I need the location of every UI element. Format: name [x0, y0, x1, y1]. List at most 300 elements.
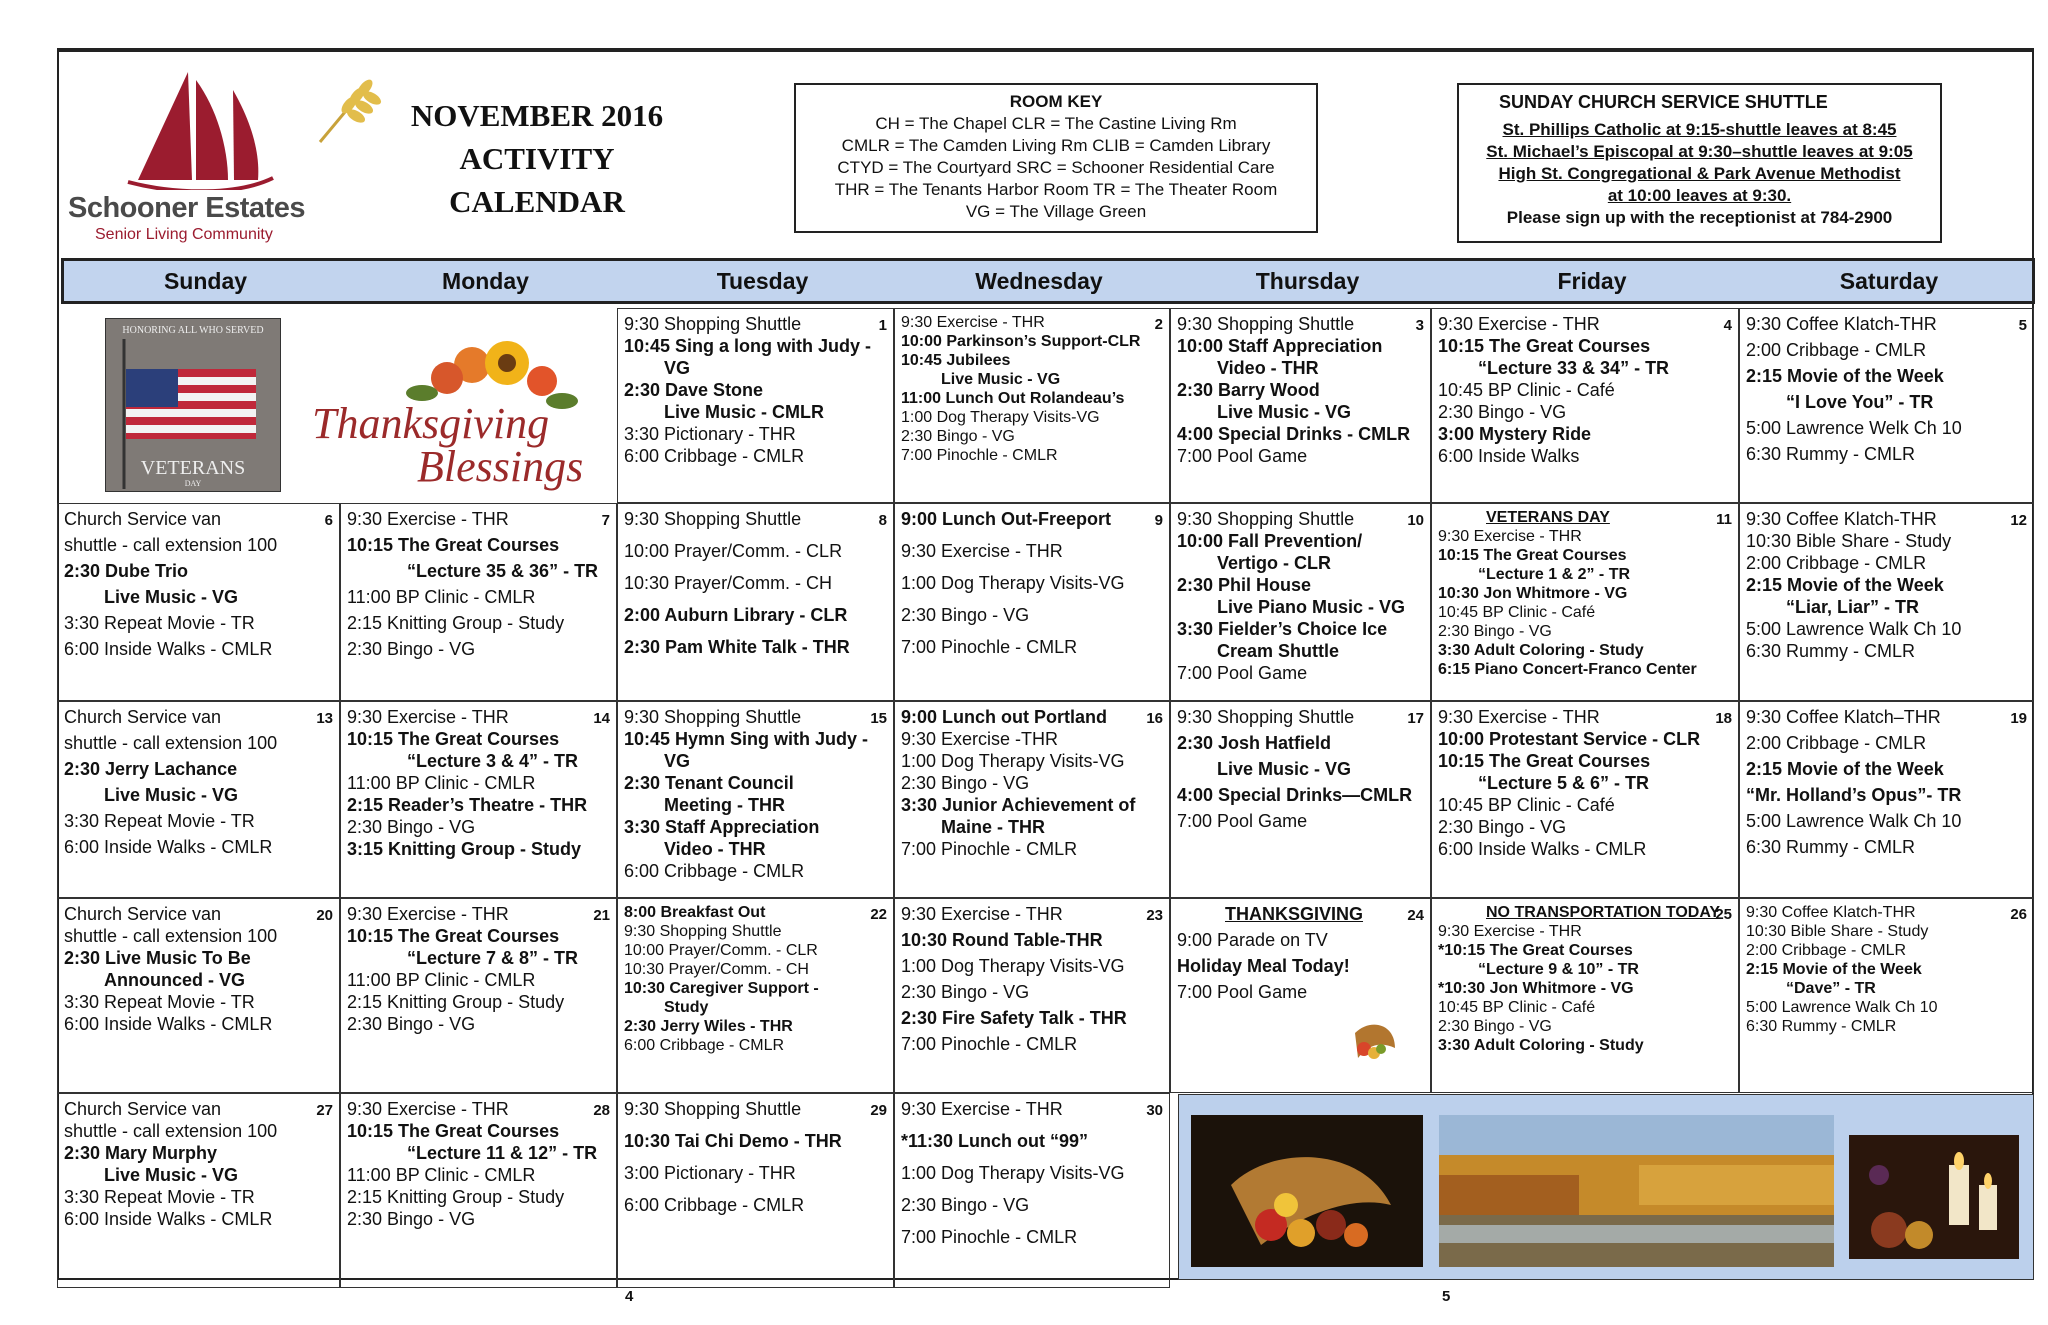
day-cell-17 [1170, 701, 1431, 898]
activity-line: 3:30 Adult Coloring - Study [1438, 642, 1644, 659]
activity-line: 10:15 The Great Courses [1438, 751, 1651, 771]
activity-line: 5:00 Lawrence Welk Ch 10 [1746, 418, 1962, 438]
autumn-lake-photo [1439, 1115, 1834, 1267]
day-number: 25 [1715, 906, 1732, 923]
weekday-header [61, 258, 2035, 304]
activity-line: 2:30 Bingo - VG [347, 639, 476, 659]
day-number: 24 [1407, 907, 1424, 924]
title-line: NOVEMBER 2016 [410, 98, 664, 133]
activity-line: 1:00 Dog Therapy Visits-VG [901, 573, 1125, 593]
activity-line: Live Piano Music - VG [1217, 597, 1406, 617]
activity-line: 9:30 Shopping Shuttle [624, 1099, 802, 1119]
activity-line: “Liar, Liar” - TR [1786, 597, 1920, 617]
activity-line: 2:30 Bingo - VG [1438, 817, 1567, 837]
activity-line: 2:15 Movie of the Week [1746, 759, 1944, 779]
activity-line: Live Music - VG [104, 587, 239, 607]
activity-line: 2:30 Bingo - VG [347, 1209, 476, 1229]
activity-line: 4:00 Special Drinks - CMLR [1177, 424, 1411, 444]
activity-line: shuttle - call extension 100 [64, 926, 278, 946]
activity-line: THANKSGIVING [1225, 904, 1364, 924]
activity-line: 2:30 Tenant Council [624, 773, 794, 793]
activity-line: 10:15 The Great Courses [1438, 336, 1651, 356]
activity-line: 10:45 BP Clinic - Café [1438, 380, 1615, 400]
activity-line: 10:15 The Great Courses [347, 729, 560, 749]
day-number: 18 [1715, 710, 1732, 727]
day-number: 4 [1723, 317, 1732, 334]
day-cell-15 [617, 701, 894, 898]
activity-line: 2:30 Bingo - VG [347, 817, 476, 837]
activity-line: 9:30 Exercise - THR [347, 509, 509, 529]
activity-line: 10:30 Caregiver Support - [624, 980, 819, 997]
calendar-title [392, 94, 682, 223]
activity-line: 9:30 Shopping Shuttle [624, 314, 802, 334]
activity-line: NO TRANSPORTATION TODAY [1486, 904, 1721, 921]
veterans-image-bottom-text: VETERANS [140, 457, 246, 479]
activity-line: 2:15 Knitting Group - Study [347, 613, 565, 633]
day-cell-13 [57, 701, 340, 898]
activity-line: 10:30 Round Table-THR [901, 930, 1103, 950]
activity-line: 6:30 Rummy - CMLR [1746, 837, 1916, 857]
activity-line: 2:30 Mary Murphy [64, 1143, 218, 1163]
day-number: 6 [324, 512, 333, 529]
activity-line: Meeting - THR [664, 795, 785, 815]
activity-line: 2:30 Bingo - VG [901, 1195, 1030, 1215]
room-key-line: CMLR = The Camden Living Rm CLIB = Camden Library [841, 136, 1271, 155]
activity-line: 2:15 Knitting Group - Study [347, 992, 565, 1012]
blessings-text: Blessings [417, 442, 584, 491]
day-cell-2 [894, 308, 1170, 503]
activity-line: 10:15 The Great Courses [347, 535, 560, 555]
day-cell-14 [340, 701, 617, 898]
day-cell-16 [894, 701, 1170, 898]
activity-line: 9:30 Exercise - THR [1438, 528, 1582, 545]
day-number: 15 [870, 710, 887, 727]
day-monday: Monday [442, 268, 529, 294]
day-number: 9 [1154, 512, 1163, 529]
activity-line: 6:00 Inside Walks - CMLR [64, 1209, 273, 1229]
day-cell-26 [1739, 898, 2034, 1093]
day-number: 8 [878, 512, 887, 529]
brand-tagline: Senior Living Community [95, 226, 273, 243]
activity-line: “Lecture 35 & 36” - TR [407, 561, 599, 581]
candles-feast-photo [1849, 1135, 2019, 1259]
activity-line: “Lecture 11 & 12” - TR [407, 1143, 598, 1163]
activity-line: Holiday Meal Today! [1177, 956, 1350, 976]
activity-line: 9:00 Lunch Out-Freeport [901, 509, 1112, 529]
activity-line: Announced - VG [104, 970, 245, 990]
activity-line: 3:30 Staff Appreciation [624, 817, 820, 837]
activity-line: 10:00 Prayer/Comm. - CLR [624, 541, 843, 561]
veterans-image-day-text: DAY [184, 479, 202, 488]
activity-line: 2:30 Bingo - VG [901, 982, 1030, 1002]
day-cell-25 [1431, 898, 1739, 1093]
activity-line: 2:15 Movie of the Week [1746, 575, 1944, 595]
activity-line: 6:15 Piano Concert-Franco Center [1438, 661, 1697, 678]
day-number: 3 [1415, 317, 1424, 334]
day-cell-27 [57, 1093, 340, 1288]
activity-line: 3:30 Pictionary - THR [624, 424, 796, 444]
day-cell-6 [57, 503, 340, 701]
activity-line: Video - THR [664, 839, 766, 859]
activity-line: 9:30 Shopping Shuttle [624, 707, 802, 727]
activity-line: “Lecture 1 & 2” - TR [1478, 566, 1631, 583]
activity-line: 3:30 Repeat Movie - TR [64, 1187, 255, 1207]
activity-line: 3:30 Repeat Movie - TR [64, 811, 255, 831]
activity-line: 11:00 BP Clinic - CMLR [347, 587, 536, 607]
activity-line: Video - THR [1217, 358, 1319, 378]
activity-line: 10:45 BP Clinic - Café [1438, 999, 1596, 1016]
activity-line: *11:30 Lunch out “99” [901, 1131, 1089, 1151]
activity-line: shuttle - call extension 100 [64, 733, 278, 753]
activity-line: 7:00 Pinochle - CMLR [901, 1227, 1078, 1247]
activity-line: 6:00 Cribbage - CMLR [624, 861, 805, 881]
day-cell-19 [1739, 701, 2034, 898]
activity-line: Church Service van [64, 509, 222, 529]
thanksgiving-blessings-image [302, 323, 622, 493]
activity-line: 9:00 Lunch out Portland [901, 707, 1108, 727]
church-shuttle-line: at 10:00 leaves at 9:30. [1607, 186, 1792, 205]
activity-line: 9:30 Shopping Shuttle [1177, 509, 1355, 529]
day-number: 17 [1407, 710, 1424, 727]
day-saturday: Saturday [1839, 268, 1939, 294]
activity-line: 10:45 Jubilees [901, 352, 1011, 369]
activity-line: 3:00 Mystery Ride [1438, 424, 1592, 444]
activity-line: 10:45 Sing a long with Judy - [624, 336, 872, 356]
day-number: 27 [316, 1102, 333, 1119]
activity-line: Live Music - VG [941, 371, 1061, 388]
day-friday: Friday [1557, 268, 1627, 294]
activity-line: “Lecture 9 & 10” - TR [1478, 961, 1639, 978]
activity-line: 10:30 Bible Share - Study [1746, 923, 1929, 940]
church-shuttle-line: St. Michael’s Episcopal at 9:30–shuttle leaves at 9:05 [1486, 142, 1913, 161]
activity-line: 10:15 The Great Courses [347, 926, 560, 946]
day-cell-12 [1739, 503, 2034, 701]
day-number: 30 [1146, 1102, 1163, 1119]
activity-line: Live Music - VG [104, 785, 239, 805]
activity-line: 10:30 Prayer/Comm. - CH [624, 961, 809, 978]
activity-line: 10:00 Parkinson’s Support-CLR [901, 333, 1141, 350]
activity-line: 7:00 Pinochle - CMLR [901, 637, 1078, 657]
activity-line: 9:30 Exercise - THR [1438, 314, 1600, 334]
day-cell-4 [1431, 308, 1739, 503]
brand-name: Schooner Estates [68, 192, 305, 224]
activity-line: 6:00 Cribbage - CMLR [624, 446, 805, 466]
activity-line: 9:30 Exercise - THR [1438, 923, 1582, 940]
day-thursday: Thursday [1255, 268, 1360, 294]
activity-line: 2:30 Fire Safety Talk - THR [901, 1008, 1127, 1028]
activity-line: 9:30 Coffee Klatch–THR [1746, 707, 1941, 727]
day-cell-1 [617, 308, 894, 503]
church-shuttle-line: High St. Congregational & Park Avenue Methodist [1498, 164, 1901, 183]
activity-line: *10:15 The Great Courses [1438, 942, 1633, 959]
activity-line: 2:30 Bingo - VG [347, 1014, 476, 1034]
activity-line: 3:30 Fielder’s Choice Ice [1177, 619, 1388, 639]
activity-line: 2:30 Bingo - VG [1438, 623, 1552, 640]
activity-line: “Lecture 3 & 4” - TR [407, 751, 579, 771]
activity-line: 10:45 BP Clinic - Café [1438, 604, 1596, 621]
day-number: 2 [1154, 316, 1163, 333]
activity-line: 3:30 Repeat Movie - TR [64, 613, 255, 633]
top-rule [57, 48, 2034, 52]
day-cell-11 [1431, 503, 1739, 701]
activity-line: 2:30 Jerry Wiles - THR [624, 1018, 793, 1035]
activity-line: 9:30 Exercise - THR [901, 904, 1063, 924]
activity-line: “Lecture 7 & 8” - TR [407, 948, 579, 968]
activity-line: 5:00 Lawrence Walk Ch 10 [1746, 999, 1938, 1016]
day-cell-8 [617, 503, 894, 701]
activity-line: 1:00 Dog Therapy Visits-VG [901, 751, 1125, 771]
activity-line: *10:30 Jon Whitmore - VG [1438, 980, 1634, 997]
activity-line: 2:15 Movie of the Week [1746, 366, 1944, 386]
activity-line: 2:00 Auburn Library - CLR [624, 605, 848, 625]
activity-line: 1:00 Dog Therapy Visits-VG [901, 409, 1100, 426]
room-key-line: CH = The Chapel CLR = The Castine Living Rm [875, 114, 1237, 133]
activity-line: 11:00 Lunch Out Rolandeau’s [901, 390, 1125, 407]
room-key-heading: ROOM KEY [1009, 92, 1103, 111]
day-number: 12 [2010, 512, 2027, 529]
activity-line: 6:00 Inside Walks - CMLR [64, 639, 273, 659]
activity-line: 10:15 The Great Courses [1438, 547, 1627, 564]
day-cell-5 [1739, 308, 2034, 503]
activity-line: Vertigo - CLR [1217, 553, 1332, 573]
activity-line: 9:30 Coffee Klatch-THR [1746, 904, 1916, 921]
activity-line: 11:00 BP Clinic - CMLR [347, 773, 536, 793]
activity-line: 10:45 BP Clinic - Café [1438, 795, 1615, 815]
activity-line: 6:30 Rummy - CMLR [1746, 641, 1916, 661]
activity-line: 9:30 Exercise - THR [1438, 707, 1600, 727]
activity-line: 7:00 Pool Game [1177, 446, 1308, 466]
activity-line: Maine - THR [941, 817, 1046, 837]
activity-line: 9:30 Exercise - THR [901, 541, 1063, 561]
activity-line: 6:00 Inside Walks - CMLR [64, 837, 273, 857]
activity-line: 2:00 Cribbage - CMLR [1746, 733, 1927, 753]
church-shuttle-signup: Please sign up with the receptionist at 784-2900 [1506, 208, 1893, 227]
activity-line: 7:00 Pinochle - CMLR [901, 1034, 1078, 1054]
title-line: ACTIVITY [459, 141, 615, 176]
schooner-estates-logo [68, 70, 318, 245]
activity-line: 2:30 Pam White Talk - THR [624, 637, 850, 657]
activity-line: 2:30 Bingo - VG [1438, 402, 1567, 422]
activity-line: 7:00 Pinochle - CMLR [901, 839, 1078, 859]
day-number: 7 [601, 512, 610, 529]
activity-line: 10:30 Tai Chi Demo - THR [624, 1131, 842, 1151]
activity-line: 10:00 Protestant Service - CLR [1438, 729, 1701, 749]
activity-line: Church Service van [64, 707, 222, 727]
activity-line: 2:30 Bingo - VG [901, 605, 1030, 625]
veterans-day-image [105, 318, 281, 492]
activity-line: 1:00 Dog Therapy Visits-VG [901, 1163, 1125, 1183]
church-shuttle-box [1457, 83, 1942, 243]
activity-line: 6:00 Cribbage - CMLR [624, 1037, 785, 1054]
day-number: 23 [1146, 907, 1163, 924]
activity-line: 10:00 Fall Prevention/ [1177, 531, 1363, 551]
activity-line: 6:00 Inside Walks - CMLR [1438, 839, 1647, 859]
thanksgiving-text: Thanksgiving [312, 399, 550, 448]
wheat-icon [310, 70, 390, 150]
day-number: 28 [593, 1102, 610, 1119]
activity-line: “Lecture 33 & 34” - TR [1478, 358, 1670, 378]
day-cell-21 [340, 898, 617, 1093]
activity-line: 6:30 Rummy - CMLR [1746, 1018, 1897, 1035]
page-number: 5 [1442, 1288, 1451, 1305]
activity-line: 9:30 Exercise - THR [347, 707, 509, 727]
day-number: 21 [593, 907, 610, 924]
activity-line: 6:30 Rummy - CMLR [1746, 444, 1916, 464]
day-cell-23 [894, 898, 1170, 1093]
activity-line: 10:15 The Great Courses [347, 1121, 560, 1141]
activity-line: 3:30 Adult Coloring - Study [1438, 1037, 1644, 1054]
activity-line: 9:30 Exercise - THR [347, 1099, 509, 1119]
day-cell-28 [340, 1093, 617, 1288]
day-number: 29 [870, 1102, 887, 1119]
day-number: 5 [2018, 317, 2027, 334]
day-cell-10 [1170, 503, 1431, 701]
activity-line: 9:30 Exercise - THR [901, 314, 1045, 331]
day-cell-22 [617, 898, 894, 1093]
room-key-line: VG = The Village Green [965, 202, 1147, 221]
activity-line: “I Love You” - TR [1786, 392, 1934, 412]
cornucopia-photo [1191, 1115, 1423, 1267]
activity-line: Church Service van [64, 904, 222, 924]
sailboat-logo-icon [68, 70, 318, 190]
activity-line: Live Music - VG [1217, 759, 1352, 779]
activity-line: 10:45 Hymn Sing with Judy - [624, 729, 869, 749]
day-number: 22 [870, 906, 887, 923]
activity-line: 2:15 Movie of the Week [1746, 961, 1922, 978]
activity-line: 2:30 Dube Trio [64, 561, 189, 581]
activity-line: 3:00 Pictionary - THR [624, 1163, 796, 1183]
activity-line: 2:30 Josh Hatfield [1177, 733, 1332, 753]
activity-line: 9:30 Coffee Klatch-THR [1746, 314, 1937, 334]
activity-line: 2:00 Cribbage - CMLR [1746, 553, 1927, 573]
activity-line: Live Music - CMLR [664, 402, 825, 422]
day-wednesday: Wednesday [975, 268, 1103, 294]
day-tuesday: Tuesday [716, 268, 809, 294]
activity-line: VG [664, 751, 691, 771]
activity-line: 2:30 Jerry Lachance [64, 759, 238, 779]
activity-line: 9:30 Shopping Shuttle [1177, 314, 1355, 334]
day-number: 19 [2010, 710, 2027, 727]
activity-line: 7:00 Pool Game [1177, 663, 1308, 683]
day-cell-18 [1431, 701, 1739, 898]
activity-line: 6:00 Inside Walks - CMLR [64, 1014, 273, 1034]
day-number: 14 [593, 710, 610, 727]
day-cell-30 [894, 1093, 1170, 1288]
activity-line: 9:30 Exercise - THR [347, 904, 509, 924]
activity-line: 6:00 Inside Walks [1438, 446, 1580, 466]
activity-line: Cream Shuttle [1217, 641, 1340, 661]
day-number: 10 [1407, 512, 1424, 529]
activity-line: 10:30 Bible Share - Study [1746, 531, 1952, 551]
activity-line: Study [664, 999, 709, 1016]
day-number: 13 [316, 710, 333, 727]
activity-line: 9:30 Shopping Shuttle [624, 923, 782, 940]
day-cell-20 [57, 898, 340, 1093]
activity-line: 2:00 Cribbage - CMLR [1746, 942, 1907, 959]
activity-line: VETERANS DAY [1486, 509, 1610, 526]
activity-line: Live Music - VG [1217, 402, 1352, 422]
activity-line: 9:30 Shopping Shuttle [624, 509, 802, 529]
page-number: 4 [625, 1288, 634, 1305]
activity-line: 6:00 Cribbage - CMLR [624, 1195, 805, 1215]
day-sunday: Sunday [163, 268, 248, 294]
activity-line: 2:30 Bingo - VG [901, 773, 1030, 793]
activity-line: 2:00 Cribbage - CMLR [1746, 340, 1927, 360]
activity-line: 8:00 Breakfast Out [624, 904, 766, 921]
activity-line: 11:00 BP Clinic - CMLR [347, 1165, 536, 1185]
activity-line: VG [664, 358, 691, 378]
activity-line: 4:00 Special Drinks—CMLR [1177, 785, 1413, 805]
activity-line: shuttle - call extension 100 [64, 1121, 278, 1141]
activity-line: 10:30 Prayer/Comm. - CH [624, 573, 833, 593]
activity-line: 2:30 Phil House [1177, 575, 1312, 595]
day-cell-9 [894, 503, 1170, 701]
activity-line: 3:30 Junior Achievement of [901, 795, 1136, 815]
activity-line: “Lecture 5 & 6” - TR [1478, 773, 1650, 793]
room-key-line: THR = The Tenants Harbor Room TR = The Theater Room [834, 180, 1278, 199]
day-number: 20 [316, 907, 333, 924]
activity-line: 9:30 Shopping Shuttle [1177, 707, 1355, 727]
photo-band [1178, 1094, 2034, 1280]
activity-line: “Mr. Holland’s Opus”- TR [1746, 785, 1962, 805]
title-line: CALENDAR [449, 184, 625, 219]
day-cell-3 [1170, 308, 1431, 503]
room-key-line: CTYD = The Courtyard SRC = Schooner Residential Care [837, 158, 1275, 177]
activity-line: “Dave” - TR [1786, 980, 1876, 997]
activity-line: 7:00 Pool Game [1177, 811, 1308, 831]
activity-line: 7:00 Pool Game [1177, 982, 1308, 1002]
room-key-box [794, 83, 1318, 233]
activity-line: 2:30 Bingo - VG [901, 428, 1015, 445]
cornucopia-icon [1350, 1013, 1400, 1063]
day-cell-29 [617, 1093, 894, 1288]
church-shuttle-line: St. Phillips Catholic at 9:15-shuttle leaves at 8:45 [1502, 120, 1897, 139]
activity-line: 3:30 Repeat Movie - TR [64, 992, 255, 1012]
activity-line: Church Service van [64, 1099, 222, 1119]
activity-line: 10:00 Staff Appreciation [1177, 336, 1383, 356]
activity-line: 5:00 Lawrence Walk Ch 10 [1746, 811, 1962, 831]
week1-image-area [57, 308, 634, 503]
activity-line: 9:30 Exercise - THR [901, 1099, 1063, 1119]
day-number: 1 [878, 317, 887, 334]
activity-line: 11:00 BP Clinic - CMLR [347, 970, 536, 990]
activity-line: 9:00 Parade on TV [1177, 930, 1328, 950]
activity-line: Live Music - VG [104, 1165, 239, 1185]
day-number: 26 [2010, 906, 2027, 923]
activity-line: shuttle - call extension 100 [64, 535, 278, 555]
day-number: 16 [1146, 710, 1163, 727]
activity-line: 2:30 Live Music To Be [64, 948, 251, 968]
activity-line: 9:30 Coffee Klatch-THR [1746, 509, 1937, 529]
activity-line: 1:00 Dog Therapy Visits-VG [901, 956, 1125, 976]
veterans-image-top-text: HONORING ALL WHO SERVED [122, 325, 264, 336]
activity-line: 5:00 Lawrence Walk Ch 10 [1746, 619, 1962, 639]
activity-line: 7:00 Pinochle - CMLR [901, 447, 1058, 464]
activity-line: 3:15 Knitting Group - Study [347, 839, 581, 859]
church-shuttle-heading: SUNDAY CHURCH SERVICE SHUTTLE [1499, 92, 1828, 112]
day-number: 11 [1716, 511, 1732, 528]
day-cell-7 [340, 503, 617, 701]
activity-line: 2:30 Dave Stone [624, 380, 764, 400]
activity-line: 10:30 Jon Whitmore - VG [1438, 585, 1628, 602]
day-cell-24 [1170, 898, 1431, 1093]
activity-line: 2:15 Reader’s Theatre - THR [347, 795, 588, 815]
activity-line: 10:00 Prayer/Comm. - CLR [624, 942, 818, 959]
activity-line: 2:30 Barry Wood [1177, 380, 1320, 400]
activity-line: 9:30 Exercise -THR [901, 729, 1059, 749]
activity-line: 2:30 Bingo - VG [1438, 1018, 1552, 1035]
activity-line: 2:15 Knitting Group - Study [347, 1187, 565, 1207]
